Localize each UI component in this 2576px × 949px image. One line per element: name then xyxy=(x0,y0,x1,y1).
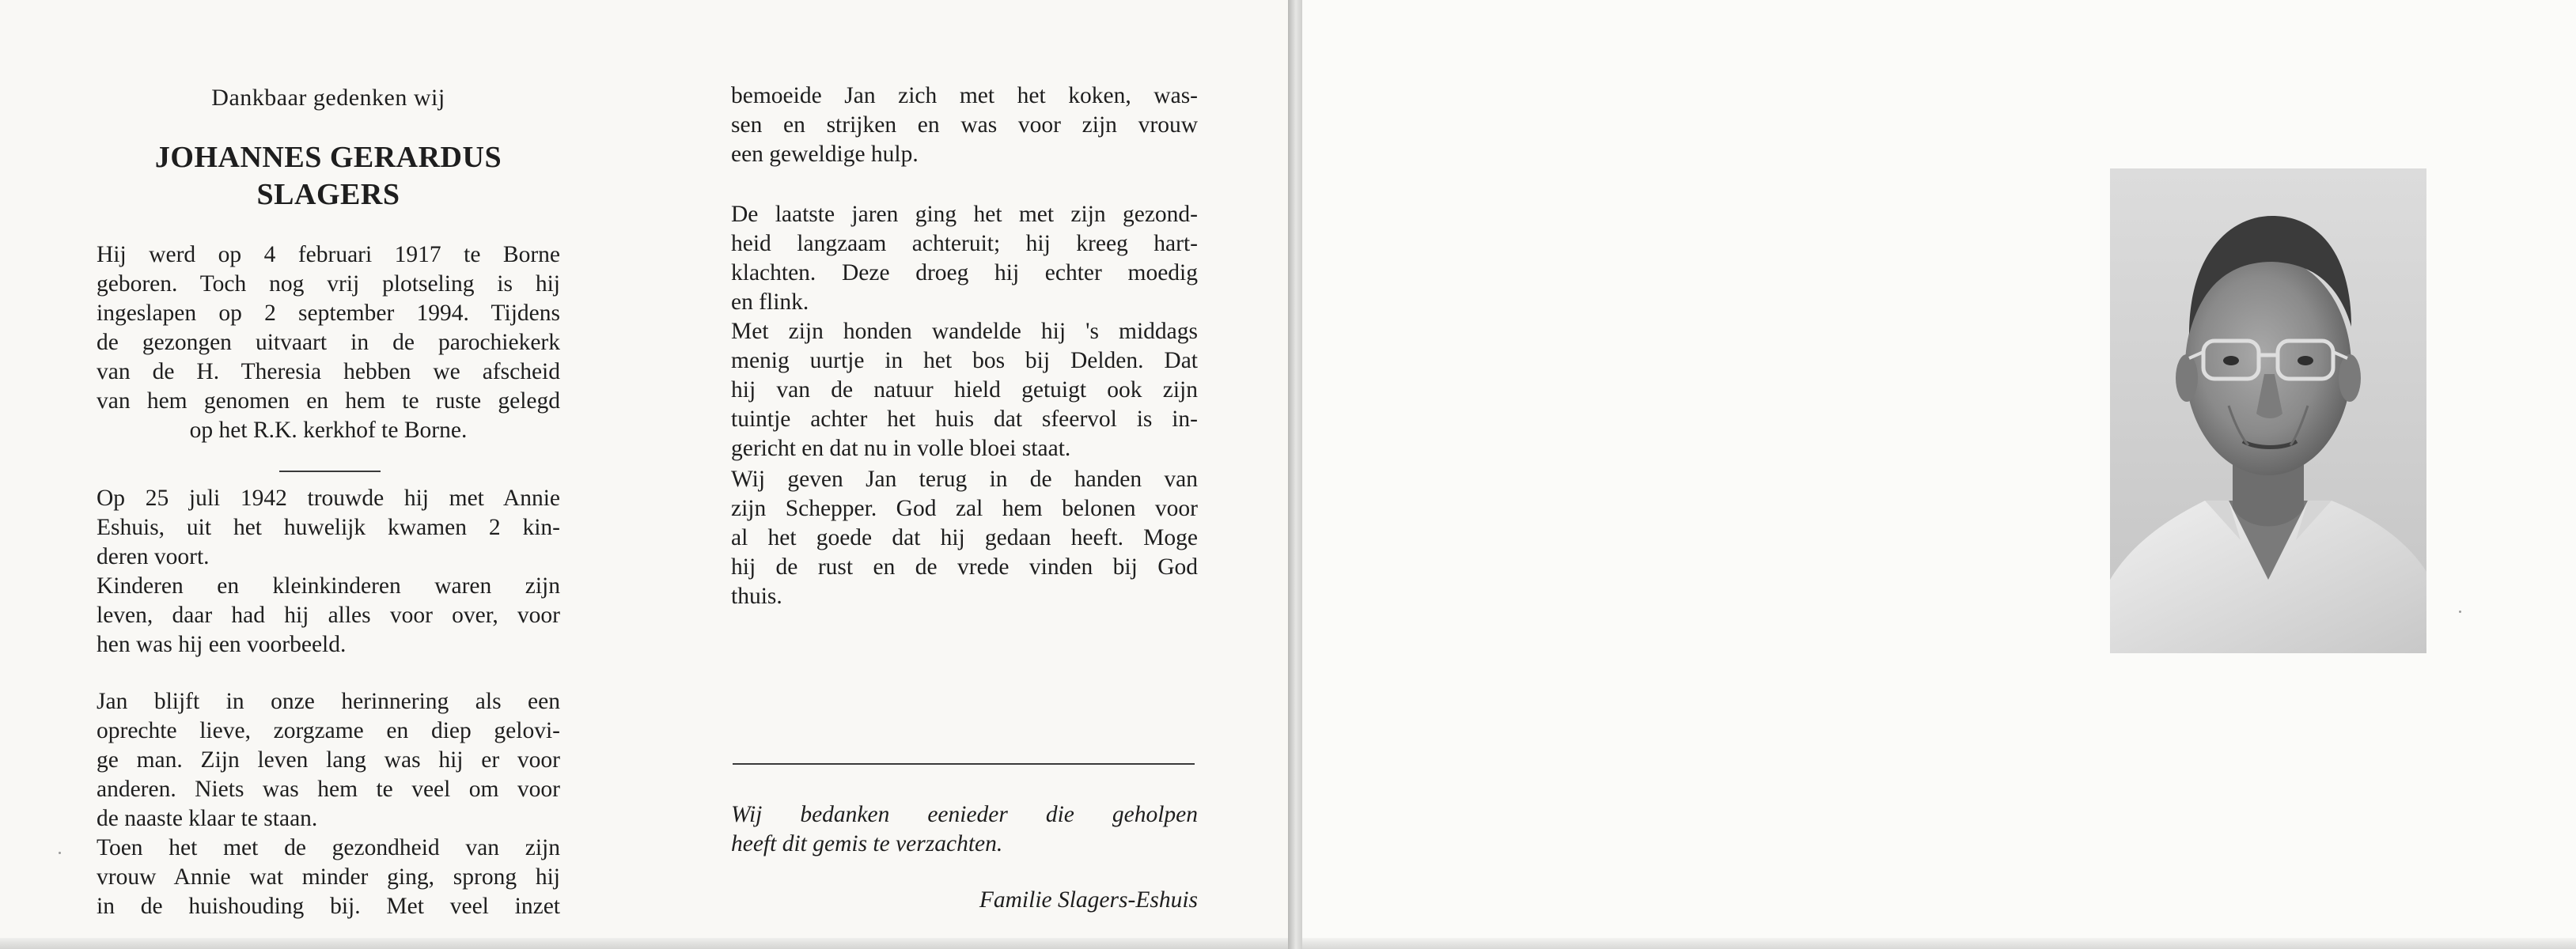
text-line: geboren. Toch nog vrij plotseling is hij xyxy=(97,271,560,297)
portrait-illustration xyxy=(2110,168,2426,653)
deceased-name-line1: JOHANNES GERARDUS xyxy=(154,141,502,174)
text-line: vrouw Annie wat minder ging, sprong hij xyxy=(97,864,560,890)
divider-long xyxy=(733,763,1195,765)
deceased-name-line2: SLAGERS xyxy=(256,178,400,211)
deceased-name xyxy=(97,139,560,214)
intro-line: Dankbaar gedenken wij xyxy=(211,85,445,111)
text-line: ingeslapen op 2 september 1994. Tijdens xyxy=(97,301,560,326)
text-line: een geweldige hulp. xyxy=(731,142,919,167)
text-line: deren voort. xyxy=(97,544,210,569)
text-line: menig uurtje in het bos bij Delden. Dat xyxy=(731,348,1198,373)
text-line: sen en strijken en was voor zijn vrouw xyxy=(731,112,1198,138)
text-line: Jan blijft in onze herinnering als een xyxy=(97,689,560,714)
paragraph-memory xyxy=(97,687,560,921)
text-line: van hem genomen en hem te ruste gelegd xyxy=(97,388,560,414)
paper-speck xyxy=(2459,611,2461,613)
text-line: anderen. Niets was hem te veel om voor xyxy=(97,777,560,802)
text-line: thuis. xyxy=(731,584,782,609)
text-line: van de H. Theresia hebben we afscheid xyxy=(97,359,560,384)
divider-short xyxy=(279,471,381,472)
paragraph-household xyxy=(731,81,1198,169)
thanks-note xyxy=(731,800,1198,859)
text-line: tuintje achter het huis dat sfeervol is in- xyxy=(731,406,1198,432)
text-line: Kinderen en kleinkinderen waren zijn xyxy=(97,573,560,599)
text-line: hen was hij een voorbeeld. xyxy=(97,632,347,657)
paragraph-farewell xyxy=(731,465,1198,611)
text-line: de naaste klaar te staan. xyxy=(97,806,318,831)
text-line: ge man. Zijn leven lang was hij er voor xyxy=(97,747,560,773)
text-line: Met zijn honden wandelde hij 's middags xyxy=(731,319,1198,344)
text-line: Wij geven Jan terug in de handen van xyxy=(731,467,1198,492)
text-line: bemoeide Jan zich met het koken, was- xyxy=(731,83,1198,108)
text-line: zijn Schepper. God zal hem belonen voor xyxy=(731,496,1198,521)
text-line: hij van de natuur hield getuigt ook zijn xyxy=(731,377,1198,403)
text-line: de gezongen uitvaart in de parochiekerk xyxy=(97,330,560,355)
card-fold xyxy=(1288,0,1302,949)
paragraph-birth-death xyxy=(97,240,560,445)
text-line: De laatste jaren ging het met zijn gezond- xyxy=(731,202,1198,227)
text-line: op het R.K. kerkhof te Borne. xyxy=(189,418,468,443)
text-line: gericht en dat nu in volle bloei staat. xyxy=(731,436,1071,461)
text-line: hij de rust en de vrede vinden bij God xyxy=(731,554,1198,580)
family-signature: Familie Slagers-Eshuis xyxy=(979,887,1198,913)
portrait-photo xyxy=(2110,168,2426,653)
text-line: Wij bedanken eenieder die geholpen xyxy=(731,802,1198,827)
text-line: Toen het met de gezondheid van zijn xyxy=(97,835,560,860)
text-line: in de huishouding bij. Met veel inzet xyxy=(97,894,560,919)
paper-speck xyxy=(59,852,61,854)
text-line: Op 25 juli 1942 trouwde hij met Annie xyxy=(97,486,560,511)
text-line: leven, daar had hij alles voor over, voor xyxy=(97,603,560,628)
text-line: klachten. Deze droeg hij echter moedig xyxy=(731,260,1198,285)
paragraph-later-years xyxy=(731,200,1198,463)
text-line: Eshuis, uit het huwelijk kwamen 2 kin- xyxy=(97,515,560,540)
text-line: heeft dit gemis te verzachten. xyxy=(731,831,1003,856)
text-line: en flink. xyxy=(731,289,809,315)
text-line: heid langzaam achteruit; hij kreeg hart- xyxy=(731,231,1198,256)
text-line: al het goede dat hij gedaan heeft. Moge xyxy=(731,525,1198,550)
paragraph-marriage xyxy=(97,484,560,660)
text-line: Hij werd op 4 februari 1917 te Borne xyxy=(97,242,560,267)
text-line: oprechte lieve, zorgzame en diep gelovi- xyxy=(97,718,560,743)
